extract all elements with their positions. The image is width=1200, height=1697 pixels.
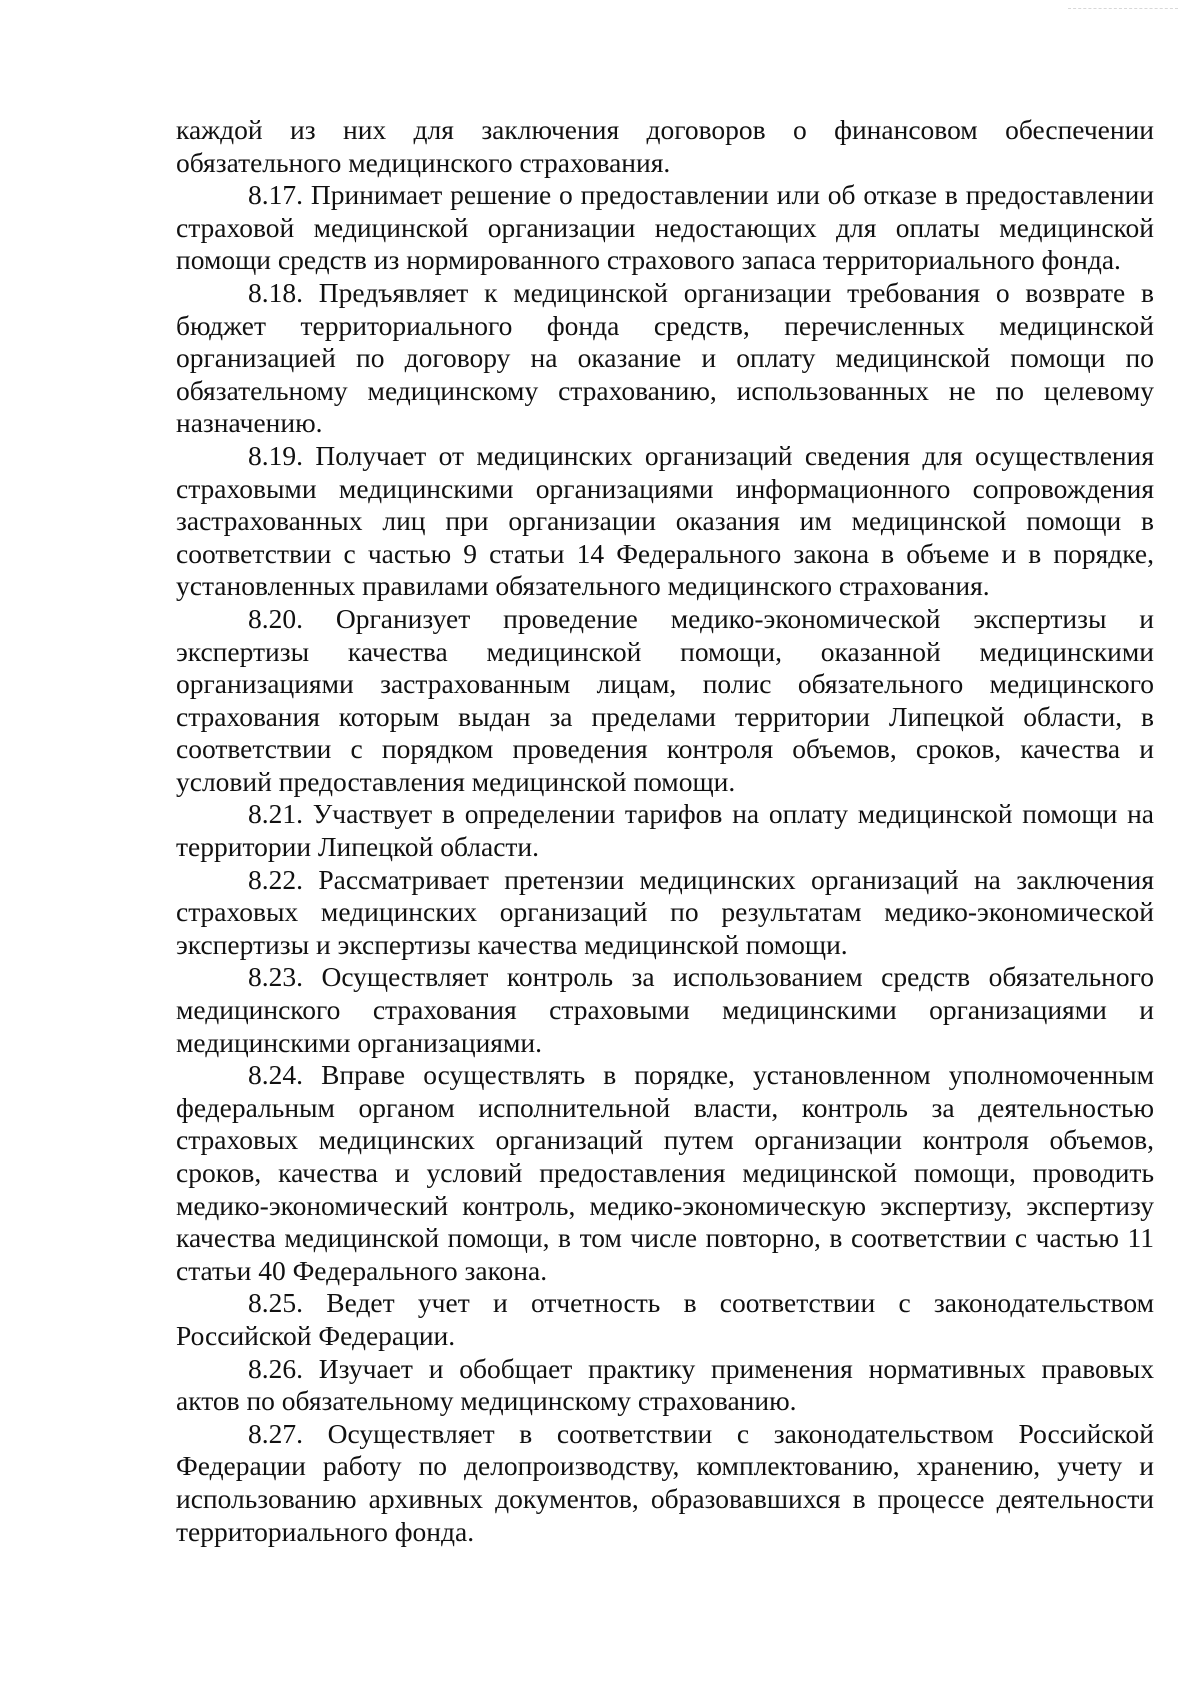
paragraph-8-27: 8.27. Осуществляет в соответствии с законодательством Российской Федерации работу по делопроизводству, комплектованию, хранению, учету и использованию архивных документов, образовавшихся в процессе деятельности территориального фонда.: [176, 1417, 1154, 1547]
paragraph-8-25: 8.25. Ведет учет и отчетность в соответствии с законодательством Российской Федерации.: [176, 1287, 1154, 1351]
paragraph-8-20: 8.20. Организует проведение медико-экономической экспертизы и экспертизы качества медицинской помощи, оказанной медицинскими организациями застрахованным лицам, полис обязательного медицинского страхования которым выдан за пределами территории Липецкой области, в соответствии с порядком проведения контроля объемов, сроков, качества и условий предоставления медицинской помощи.: [176, 602, 1154, 797]
paragraph-8-17: 8.17. Принимает решение о предоставлении или об отказе в предоставлении страховой медицинской организации недостающих для оплаты медицинской помощи средств из нормированного страхового запаса территориального фонда.: [176, 179, 1154, 276]
paragraph-8-19: 8.19. Получает от медицинских организаций сведения для осуществления страховыми медицинскими организациями информационного сопровождения застрахованных лиц при организации оказания им медицинской помощи в соответствии с частью 9 статьи 14 Федерального закона в объеме и в порядке, установленных правилами обязательного медицинского страхования.: [176, 439, 1154, 602]
paragraph-8-24: 8.24. Вправе осуществлять в порядке, установленном уполномоченным федеральным органом исполнительной власти, контроль за деятельностью страховых медицинских организаций путем организации контроля объемов, сроков, качества и условий предоставления медицинской помощи, проводить медико-экономический контроль, медико-экономическую экспертизу, экспертизу качества медицинской помощи, в том числе повторно, в соответствии с частью 11 статьи 40 Федерального закона.: [176, 1059, 1154, 1286]
paragraph-8-26: 8.26. Изучает и обобщает практику применения нормативных правовых актов по обязательному медицинскому страхованию.: [176, 1352, 1154, 1417]
paragraph-8-23: 8.23. Осуществляет контроль за использованием средств обязательного медицинского страхования страховыми медицинскими организациями и медицинскими организациями.: [176, 961, 1154, 1058]
paragraph-8-18: 8.18. Предъявляет к медицинской организации требования о возврате в бюджет территориального фонда средств, перечисленных медицинской организацией по договору на оказание и оплату медицинской помощи по обязательному медицинскому страхованию, использованных не по целевому назначению.: [176, 276, 1154, 439]
paragraph-8-22: 8.22. Рассматривает претензии медицинских организаций на заключения страховых медицинских организаций по результатам медико-экономической экспертизы и экспертизы качества медицинской помощи.: [176, 863, 1154, 960]
paragraph-8-21: 8.21. Участвует в определении тарифов на оплату медицинской помощи на территории Липецкой области.: [176, 798, 1154, 863]
paragraph-continuation: каждой из них для заключения договоров о финансовом обеспечении обязательного медицинского страхования.: [176, 114, 1154, 178]
document-body: [176, 114, 1154, 1548]
scan-artifact: [1068, 8, 1178, 10]
